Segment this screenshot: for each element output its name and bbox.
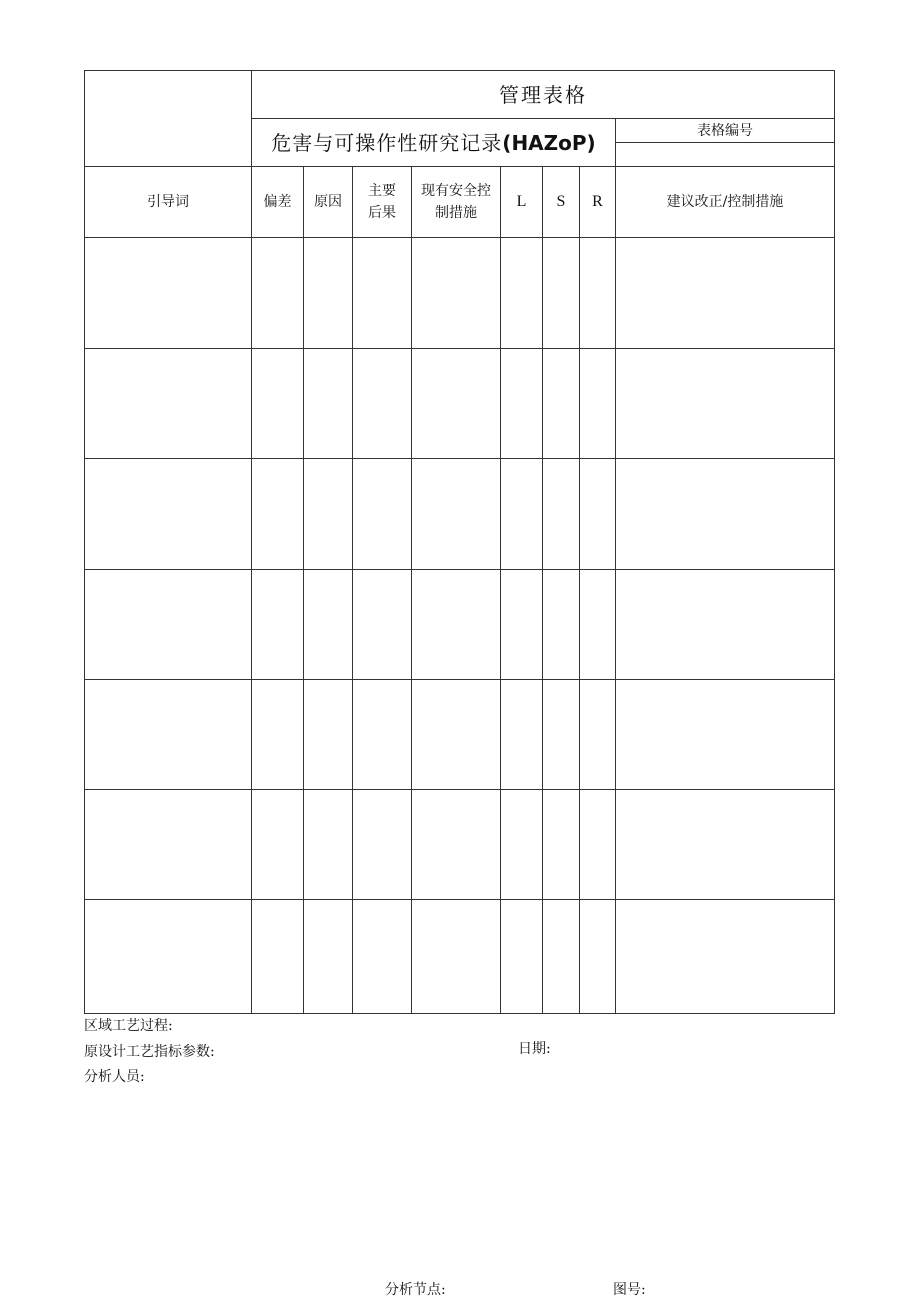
table-cell-consequence[interactable] [353, 570, 411, 679]
table-cell-consequence[interactable] [353, 238, 411, 348]
col-header-consequence-line1: 主要 [368, 183, 396, 199]
table-cell-r[interactable] [580, 570, 615, 679]
table-cell-recommendation[interactable] [616, 680, 834, 789]
table-cell-r[interactable] [580, 459, 615, 569]
col-header-cause: 原因 [314, 194, 342, 210]
table-cell-deviation[interactable] [252, 790, 303, 899]
design-params-label: 原设计工艺指标参数: [84, 1044, 215, 1060]
page-title: 管理表格 [499, 82, 587, 107]
col-header-consequence-line2: 后果 [368, 205, 396, 221]
table-cell-deviation[interactable] [252, 238, 303, 348]
table-cell-r[interactable] [580, 680, 615, 789]
table-cell-l[interactable] [501, 790, 542, 899]
table-cell-safety[interactable] [412, 900, 500, 1013]
area-process-label: 区域工艺过程: [84, 1018, 173, 1034]
table-cell-l[interactable] [501, 900, 542, 1013]
col-header-safety-measures [412, 167, 500, 237]
table-cell-guide-word[interactable] [85, 900, 251, 1013]
col-header-safety-line2: 制措施 [435, 205, 477, 221]
table-cell-safety[interactable] [412, 680, 500, 789]
table-cell-r[interactable] [580, 790, 615, 899]
form-subtitle [252, 119, 615, 166]
table-cell-recommendation[interactable] [616, 900, 834, 1013]
table-cell-guide-word[interactable] [85, 790, 251, 899]
table-cell-cause[interactable] [304, 570, 352, 679]
col-header-s: S [556, 193, 566, 210]
table-cell-cause[interactable] [304, 680, 352, 789]
date-label: 日期: [518, 1041, 551, 1057]
table-cell-s[interactable] [543, 459, 579, 569]
table-cell-guide-word[interactable] [85, 349, 251, 458]
table-cell-recommendation[interactable] [616, 238, 834, 348]
table-cell-guide-word[interactable] [85, 680, 251, 789]
table-cell-safety[interactable] [412, 238, 500, 348]
col-header-l: L [516, 193, 527, 210]
table-cell-recommendation[interactable] [616, 349, 834, 458]
col-header-recommendation: 建议改正/控制措施 [666, 194, 784, 210]
table-cell-safety[interactable] [412, 459, 500, 569]
col-header-safety-line1: 现有安全控 [421, 183, 491, 199]
table-cell-deviation[interactable] [252, 680, 303, 789]
table-cell-consequence[interactable] [353, 459, 411, 569]
table-cell-guide-word[interactable] [85, 570, 251, 679]
table-border-bottom [84, 1013, 835, 1014]
table-cell-cause[interactable] [304, 900, 352, 1013]
table-cell-deviation[interactable] [252, 570, 303, 679]
analysts-label: 分析人员: [84, 1069, 145, 1085]
table-cell-deviation[interactable] [252, 900, 303, 1013]
table-cell-l[interactable] [501, 238, 542, 348]
table-cell-l[interactable] [501, 349, 542, 458]
drawing-number-label: 图号: [613, 1282, 646, 1298]
table-cell-l[interactable] [501, 570, 542, 679]
table-cell-s[interactable] [543, 570, 579, 679]
table-cell-cause[interactable] [304, 238, 352, 348]
table-cell-consequence[interactable] [353, 680, 411, 789]
table-cell-deviation[interactable] [252, 349, 303, 458]
table-cell-deviation[interactable] [252, 459, 303, 569]
col-header-deviation: 偏差 [263, 194, 292, 210]
col-header-consequence [353, 167, 411, 237]
table-cell-recommendation[interactable] [616, 570, 834, 679]
table-cell-cause[interactable] [304, 349, 352, 458]
table-cell-guide-word[interactable] [85, 459, 251, 569]
table-cell-safety[interactable] [412, 349, 500, 458]
table-cell-safety[interactable] [412, 570, 500, 679]
form-subtitle-cn: 危害与可操作性研究记录 [271, 130, 503, 155]
analysis-node-label: 分析节点: [385, 1282, 446, 1298]
table-cell-r[interactable] [580, 238, 615, 348]
table-cell-r[interactable] [580, 349, 615, 458]
table-cell-consequence[interactable] [353, 900, 411, 1013]
form-subtitle-latin: (HAZoP) [502, 130, 596, 155]
form-number-label: 表格编号 [697, 122, 753, 139]
table-cell-s[interactable] [543, 238, 579, 348]
table-cell-safety[interactable] [412, 790, 500, 899]
form-number-value[interactable] [616, 143, 834, 166]
table-cell-recommendation[interactable] [616, 790, 834, 899]
table-cell-guide-word[interactable] [85, 238, 251, 348]
col-header-guide-word: 引导词 [147, 194, 189, 210]
table-cell-cause[interactable] [304, 790, 352, 899]
table-cell-s[interactable] [543, 900, 579, 1013]
table-border-right [834, 70, 835, 1013]
table-cell-recommendation[interactable] [616, 459, 834, 569]
col-header-r: R [592, 193, 603, 210]
table-cell-cause[interactable] [304, 459, 352, 569]
table-cell-consequence[interactable] [353, 790, 411, 899]
table-cell-s[interactable] [543, 680, 579, 789]
table-cell-consequence[interactable] [353, 349, 411, 458]
table-cell-s[interactable] [543, 790, 579, 899]
table-cell-r[interactable] [580, 900, 615, 1013]
table-cell-s[interactable] [543, 349, 579, 458]
table-cell-l[interactable] [501, 459, 542, 569]
table-cell-l[interactable] [501, 680, 542, 789]
